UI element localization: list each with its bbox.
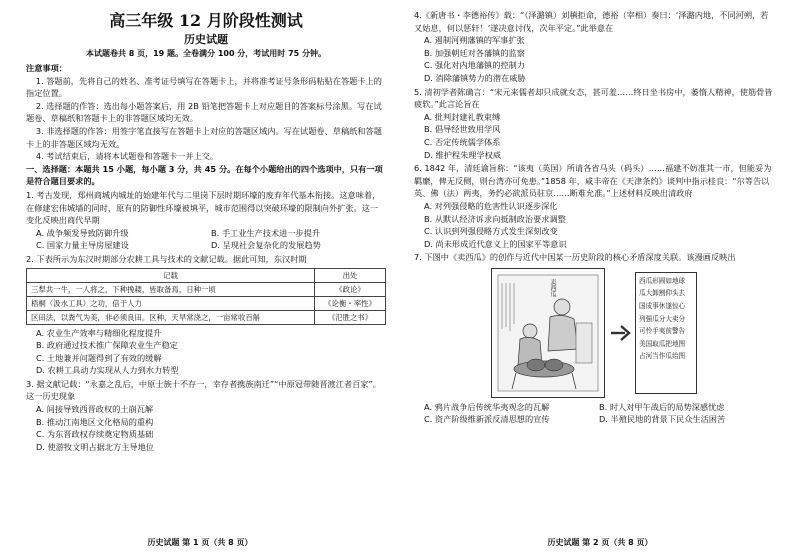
section-heading: 一、选择题：本题共 15 小题，每小题 3 分，共 45 分。在每个小题给出的四个选项中，只有一项是符合题目要求的。 [26,163,383,187]
page-2-footer: 历史试题 第 2 页（共 8 页） [547,538,653,548]
q1-option-a: A. 战争频发导致防御升级 [36,227,129,238]
q4-option-a: A. 遏制河朔藩镇的军事扩张 [424,35,525,46]
cartoon-caption-box: 西瓜形圆如地球 瓜大卸割仰头去 国成事休遂惊心 列强瓜分大卖分 可怜手夷前警告 美国取瓜把地图 占河当作瓜给图 [635,272,697,394]
arrow-icon [605,318,635,348]
q6-option-b: B. 从默认经济诉求向抵制政治要求调整 [424,213,566,224]
question-7 [414,251,774,426]
q3-option-d: D. 使游牧文明占据北方主导地位 [36,441,154,452]
question-3-stem: 3. 据文献记载：“永嘉之乱后，中原士族十不存一，幸存者携族南迁”“中原冠带随晋渡江者百家”。这一历史现象 [26,378,381,402]
question-1-stem: 1. 考古发现，郑州商城内城址的始建年代与二里岗下层时期环壕的废弃年代基本衔接。这意味着，在修建宏伟城墙的同时，原有的防御性环壕被填平，城市范围得以突破环壕的限制向外扩张。这一变化反映出商代早期 [26,189,381,226]
exam-title: 高三年级 12 月阶段性测试 [109,11,303,30]
q7-option-c: C. 资产阶级维新派反清思想的宣传 [424,414,550,425]
question-5 [414,86,774,162]
question-7-stem: 7. 下图中《卖西瓜》的创作与近代中国某一历史阶段的核心矛盾深度关联。该漫画反映出 [414,252,736,263]
question-2-stem: 2. 下表所示为东汉时期部分农耕工具与技术的文献记载。据此可知，东汉时期 [26,253,307,264]
q1-option-c: C. 国家力量主导房屋建设 [36,240,129,251]
table-row: 梧桐（汲水工具）之功，倍于人力 《论衡・率性》 [27,296,386,310]
q6-option-d: D. 尚未形成近代意义上的国家平等意识 [424,238,567,249]
cartoon-title: 卖西瓜 [549,278,556,297]
q3-option-a: A. 间接导致西晋政权的土崩瓦解 [36,404,154,415]
question-4 [414,9,774,85]
q5-option-a: A. 批判封建礼教束缚 [424,111,501,122]
source-table [26,268,386,325]
page-2 [400,0,800,554]
note-3: 3. 非选择题的作答：用签字笔直接写在答题卡上对应的答题区域内。写在试题卷、草稿纸和答题卡上的非答题区域均无效。 [26,125,382,149]
note-2: 2. 选择题的作答：选出每小题答案后，用 2B 铅笔把答题卡上对应题目的答案标号涂黑。写在试题卷、草稿纸和答题卡上的非答题区域均无效。 [26,100,382,124]
table-row: 三犁共一牛，一人将之，下种挽耧，皆取备焉，日种一顷 《政论》 [27,282,386,296]
q2-option-a: A. 农业生产效率与精细化程度提升 [36,327,162,338]
question-4-stem: 4.《新唐书・李德裕传》载：“（泽潞镇）刘稹拒命，德裕（宰相）奏曰：‘泽潞内地，不同河朔，若又姑息，何以惩轩！’遂决意讨伐，次年平定。”此举意在 [414,10,769,33]
question-2 [26,253,386,377]
note-1: 1. 答题前，先将自己的姓名、准考证号填写在答题卡上，并将准考证号条形码粘贴在答题卡上的指定位置。 [26,75,382,99]
table-header-record: 记载 [27,268,315,282]
q5-option-b: B. 倡导经世致用学风 [424,124,501,135]
q1-option-d: D. 呈现社会复杂化的发展趋势 [211,240,321,251]
q5-option-c: C. 否定传统儒学体系 [424,136,501,147]
q2-option-d: D. 农耕工具动力实现从人力到水力转型 [36,365,179,376]
question-1 [26,189,386,252]
table-header-source: 出处 [315,268,386,282]
exam-info: 本试题卷共 8 页，19 题。全卷满分 100 分，考试用时 75 分钟。 [85,49,327,58]
question-5-stem: 5. 清初学者陈确言：“宋元来儒者却只成就女态，甚可羞……终日坐书房中，萎惰人精神，使筋骨皆疲软。”此言论旨在 [414,86,773,110]
table-row: 区田法，以粪气为美，非必须良田。区种，天旱常浇之，一亩常收百斛 《氾胜之书》 [27,310,386,324]
question-3 [26,378,386,454]
q2-option-b: B. 政府通过技术推广保障农业生产稳定 [36,340,178,351]
q6-option-c: C. 认识到列强侵略方式发生深刻改变 [424,226,558,237]
q3-option-b: B. 推动江南地区文化格局的重构 [36,416,154,427]
cartoon-image [491,268,605,398]
page-1-footer: 历史试题 第 1 页（共 8 页） [147,538,253,548]
note-4: 4. 考试结束后，请将本试题卷和答题卡一并上交。 [35,151,219,162]
q2-option-c: C. 土地兼并问题得到了有效的缓解 [36,352,162,363]
q7-option-d: D. 半殖民地的背景下民众生活困苦 [599,414,726,425]
q7-option-b: B. 时人对甲午战后的局势深感忧虑 [599,401,725,412]
question-6 [414,162,774,250]
q1-option-b: B. 手工业生产技术进一步提升 [211,227,321,238]
cartoon-figure [414,268,774,398]
exam-subject: 历史试题 [184,33,228,46]
q4-option-b: B. 加强朝廷对各藩镇的监察 [424,47,525,58]
q3-option-c: C. 为东晋政权存续奠定物质基础 [36,429,154,440]
q6-option-a: A. 对列强侵略的危害性认识逐步深化 [424,200,558,211]
question-6-stem: 6. 1842 年，清廷谕旨称：“该夷（英国）所请各省马头（码头）……福建不妨准其一市，但能妥为羁縻，俾无反侧，则台湾亦可免患。”1858 年，咸丰帝在《天津条约》谈判中指示桂良：“尔等告以英、佛（法）两夷，务约必欲派员驻京……断难允准。”上述材料反映出清政府 [414,163,772,199]
q7-option-a: A. 鸦片战争后传统华夷观念的瓦解 [424,401,550,412]
q5-option-d: D. 维护程朱理学权威 [424,149,502,160]
notes-heading: 注意事项： [26,63,67,73]
q4-option-c: C. 强化对内地藩镇的控制力 [424,60,525,71]
q4-option-d: D. 消除藩镇势力的潜在威胁 [424,72,526,83]
